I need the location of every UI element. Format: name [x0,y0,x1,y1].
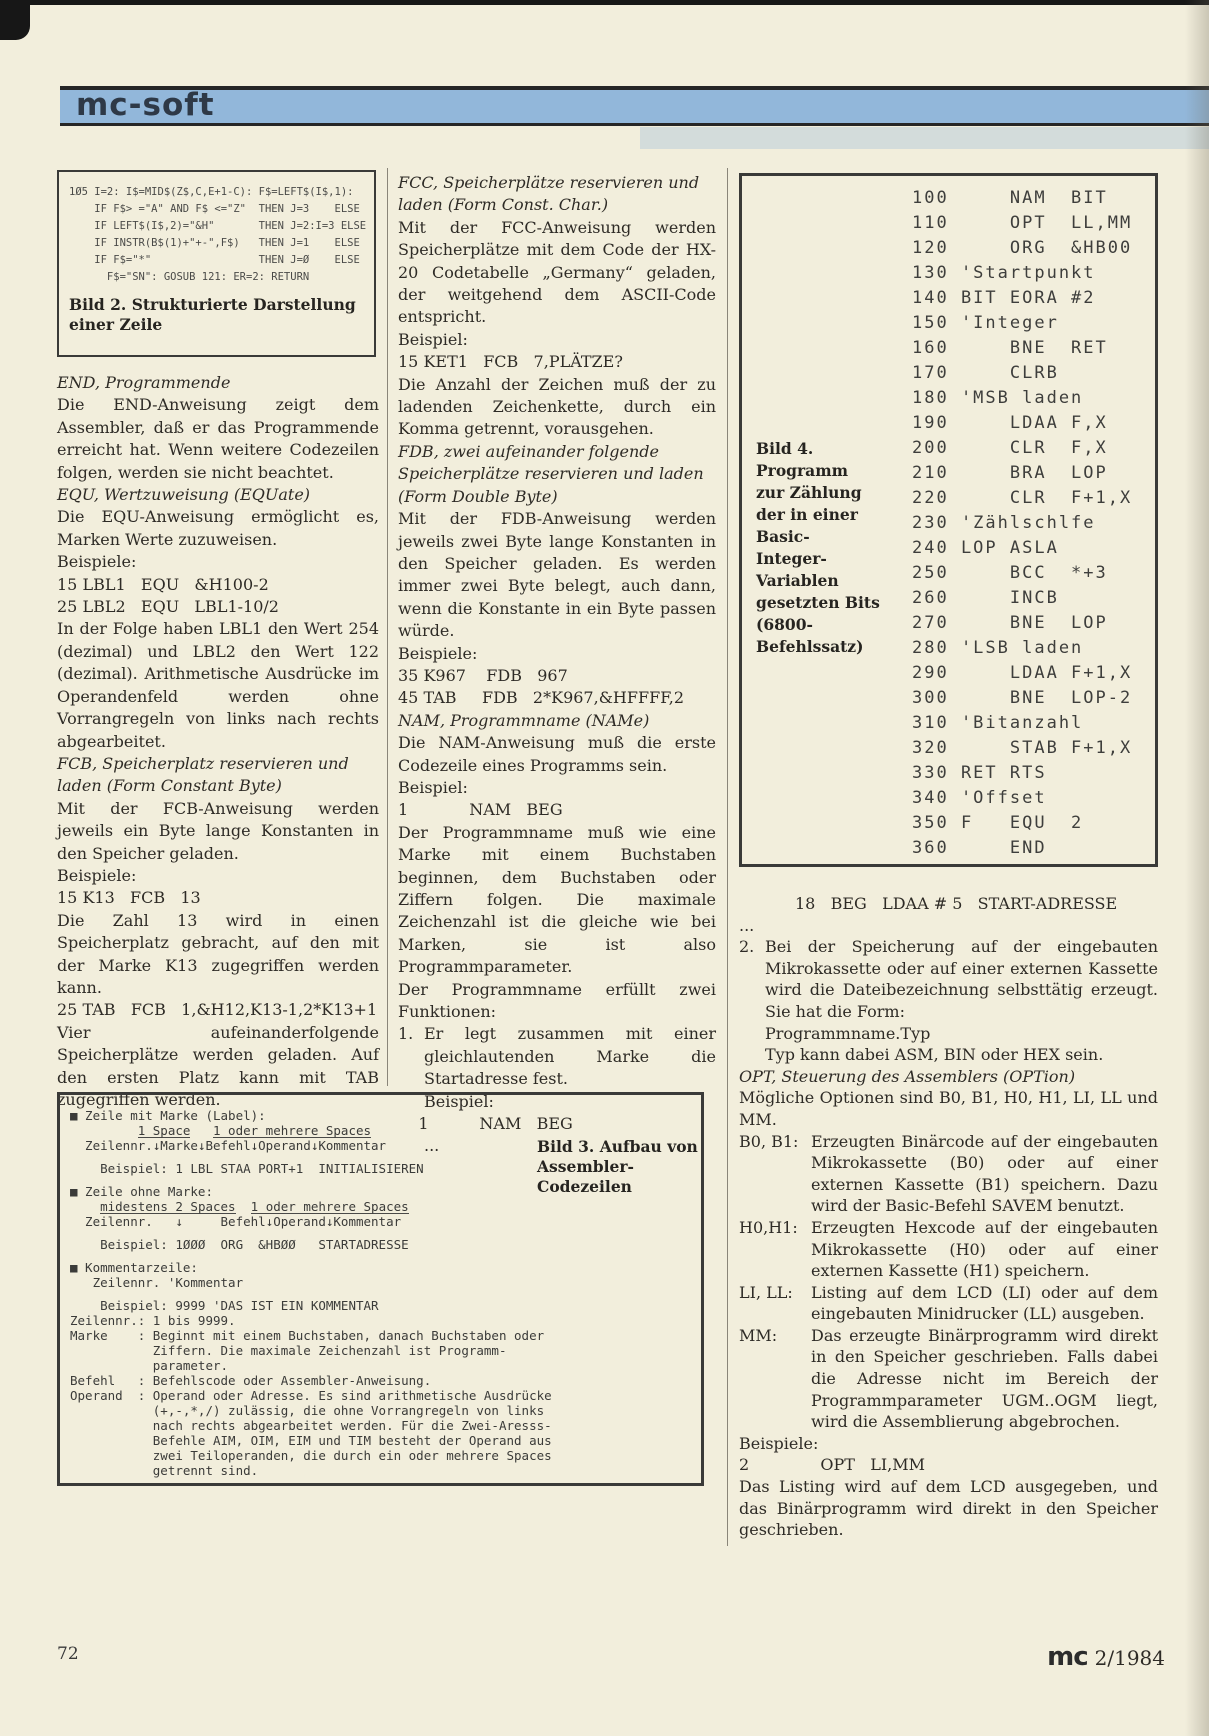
text-block: Beispiele: [57,865,137,885]
text-block: 2. Bei der Speicherung auf der eingebauten Mikrokassette oder auf einer externen Kassette wird die Dateibezeichnung selbsttätig erzeugt. Sie hat die Form: [739,937,1158,1021]
diagram-line: ■ Kommentarzeile: [70,1260,198,1275]
scan-edge-right [1185,0,1209,1736]
assembly-listing-line: 170 CLRB [912,363,1059,383]
assembly-listing-line: 290 LDAA F+1,X [912,663,1133,683]
text-block: 2 OPT LI,MM [739,1455,925,1475]
assembly-listing-line: 360 END [912,838,1047,858]
assembly-listing-line: 280 'LSB laden [912,638,1084,658]
diagram-line: midestens 2 Spaces 1 oder mehrere Spaces [100,1199,409,1214]
text-block: NAM, Programmname (NAMe) [398,710,650,730]
scan-edge-top [0,0,1209,5]
text-block: LI, LL: Listing auf dem LCD (LI) oder auf dem eingebauten Minidrucker (LL) ausgeben. [739,1282,1158,1324]
diagram-line: Ziffern. Die maximale Zeichenzahl ist Programm- [70,1343,507,1358]
assembly-listing-line: 350 F EQU 2 [912,813,1084,833]
diagram-line: Befehl : Befehlscode oder Assembler-Anweisung. [70,1373,432,1388]
assembly-listing-line: 340 'Offset [912,788,1047,808]
text-block: Mit der FCC-Anweisung werden Speicherplätze mit dem Code der HX-20 Codetabelle „Germany“ geladen, der weitgehend dem ASCII-Code entspricht. [398,217,716,327]
text-block: 15 K13 FCB 13 [57,888,201,908]
diagram-line: Befehle AIM, OIM, EIM und TIM besteht der Operand aus [70,1433,552,1448]
text-block: 25 TAB FCB 1,&H12,K13-1,2*K13+1 [57,1000,378,1020]
diagram-line: 1 Space 1 oder mehrere Spaces [137,1123,372,1138]
text-block: Beispiel: [398,777,468,797]
text-block: 35 K967 FDB 967 [398,665,568,685]
assembly-listing-line: 160 BNE RET [912,338,1108,358]
assembly-listing-line: 180 'MSB laden [912,388,1084,408]
text-block: Die Zahl 13 wird in einen Speicherplatz gebracht, auf den mit der Marke K13 zugegriffen werden kann. [57,910,379,997]
text-block: ... [424,1136,440,1156]
diagram-line: nach rechts abgearbeitet werden. Für die Zwei-Aresss- [70,1418,552,1433]
diagram-line: Zeilennr. 'Kommentar [70,1275,244,1290]
assembly-listing-line: 110 OPT LL,MM [912,213,1133,233]
figure4-listing [912,186,1132,861]
print-bleed-band [640,127,1209,149]
assembly-listing-line: 130 'Startpunkt [912,263,1096,283]
text-block: 45 TAB FDB 2*K967,&HFFFF,2 [398,688,685,708]
column-divider-left [387,168,388,1086]
assembly-listing-line: 260 INCB [912,588,1059,608]
assembly-listing-line: 330 RET RTS [912,763,1047,783]
assembly-listing-line: 230 'Zählschlfe [912,513,1096,533]
text-block: EQU, Wertzuweisung (EQUate) [57,485,311,505]
column-2 [398,172,716,1158]
assembly-listing-line: 320 STAB F+1,X [912,738,1133,758]
text-block: B0, B1: Erzeugten Binärcode auf der eingebauten Mikrokassette (B0) oder auf einer externen Kassette (B1) speichern. Dazu wird der Basic-Befehl SAVEM benutzt. [739,1131,1158,1216]
assembly-listing-line: 200 CLR F,X [912,438,1108,458]
diagram-line: Beispiel: 1 LBL STAA PORT+1 INITIALISIEREN [70,1161,424,1176]
text-block: H0,H1: Erzeugten Hexcode auf der eingebauten Mikrokassette (H0) oder auf einer externen Kassette (H1) speichern. [739,1217,1158,1281]
assembly-listing-line: 300 BNE LOP-2 [912,688,1133,708]
text-block: Programmname.Typ [765,1023,931,1043]
text-block: 25 LBL2 EQU LBL1-10/2 [57,597,279,617]
assembly-listing-line: 190 LDAA F,X [912,413,1108,433]
text-block: 18 BEG LDAA # 5 START-ADRESSE [795,894,1118,913]
basic-code-line: IF LEFT$(I$,2)="&H" THEN J=2:I=3 ELSE [69,220,367,232]
column-1 [57,372,379,1111]
text-block: Beispiel: [398,329,468,349]
diagram-line: Zeilennr. ↓ Befehl↓Operand↓Kommentar [70,1214,402,1229]
text-block: 1. Er legt zusammen mit einer gleichlautenden Marke die Startadresse fest. [398,1024,716,1089]
text-block: 15 KET1 FCB 7,PLÄTZE? [398,352,623,372]
text-block: Beispiel: [424,1091,494,1111]
text-block: 1 NAM BEG [398,1114,573,1134]
text-block: Das Listing wird auf dem LCD ausgegeben, und das Binärprogramm wird direkt in den Speicher geschrieben. [739,1477,1158,1540]
section-title: mc-soft [76,87,215,123]
assembly-listing-line: 100 NAM BIT [912,188,1108,208]
diagram-line: zwei Teiloperanden, die durch ein oder mehrere Spaces [70,1448,552,1463]
text-block: Die EQU-Anweisung ermöglicht es, Marken Werte zuzuweisen. [57,507,379,549]
text-block: Beispiele: [739,1433,819,1453]
figure2-code [69,184,366,286]
text-block: FDB, zwei aufeinander folgende Speicherplätze reservieren und laden (Form Double Byte) [398,441,704,506]
text-block: Mit der FDB-Anweisung werden jeweils zwei Byte lange Konstanten in den Speicher geladen. Es werden immer zwei Byte belegt, auch dann, wenn die Konstante in ein Byte passen würde. [398,509,716,641]
assembly-listing-line: 150 'Integer [912,313,1059,333]
text-block: Mit der FCB-Anweisung werden jeweils ein Byte lange Konstanten in den Speicher geladen. [57,798,379,863]
basic-code-line: IF F$> ="A" AND F$ <="Z" THEN J=3 ELSE [69,203,360,215]
figure2-box [57,170,376,357]
figure2-caption: Bild 2. Strukturierte Darstellung einer Zeile [69,295,356,334]
text-block: ... [739,915,755,935]
text-block: 1 NAM BEG [398,800,563,820]
mc-logo: mc [1047,1642,1088,1672]
page-number: 72 [57,1644,79,1664]
text-block: FCC, Speicherplätze reservieren und laden (Form Const. Char.) [398,173,700,215]
basic-code-line: 1Ø5 I=2: I$=MID$(Z$,C,E+1-C): F$=LEFT$(I$,1): [69,186,354,198]
text-block: Beispiele: [398,643,478,663]
text-block: 15 LBL1 EQU &H100-2 [57,574,269,594]
diagram-line: ■ Zeile ohne Marke: [70,1184,213,1199]
assembly-listing-line: 310 'Bitanzahl [912,713,1084,733]
text-block: Der Programmname erfüllt zwei Funktionen: [398,979,716,1022]
basic-code-line: IF F$="*" THEN J=Ø ELSE [69,254,360,266]
diagram-line: ■ Zeile mit Marke (Label): [70,1108,266,1123]
diagram-line: Marke : Beginnt mit einem Buchstaben, danach Buchstaben oder [70,1328,545,1343]
basic-code-line: F$="SN": GOSUB 121: ER=2: RETURN [69,271,310,283]
basic-code-line: IF INSTR(B$(1)+"+-",F$) THEN J=1 ELSE [69,237,360,249]
text-block: Die END-Anweisung zeigt dem Assembler, daß er das Programmende erreicht hat. Wenn weitere Codezeilen folgen, werden sie nicht beachtet. [57,395,379,482]
text-block: MM: Das erzeugte Binärprogramm wird direkt in den Speicher geschrieben. Falls dabei die Adresse nicht im Bereich der Programmparameter UGM..OGM liegt, wird die Assemblierung abgebrochen. [739,1325,1158,1432]
issue-label: 2/1984 [1094,1646,1165,1670]
assembly-listing-line: 140 BIT EORA #2 [912,288,1096,308]
figure3-box [57,1092,704,1486]
text-block: Vier aufeinanderfolgende Speicherplätze werden geladen. Auf den ersten Platz kann mit TAB zugegriffen werden. [57,1022,379,1109]
text-block: Die NAM-Anweisung muß die erste Codezeile eines Programms sein. [398,733,716,775]
diagram-line: Beispiel: 9999 'DAS IST EIN KOMMENTAR [70,1298,379,1313]
diagram-line: parameter. [70,1358,229,1373]
text-block: OPT, Steuerung des Assemblers (OPTion) [739,1066,1076,1086]
assembly-listing-line: 240 LOP ASLA [912,538,1059,558]
section-header-band [60,86,1209,126]
diagram-line: Beispiel: 1ØØØ ORG &HBØØ STARTADRESSE [70,1237,409,1252]
footer-brand [980,1642,1165,1672]
text-block: END, Programmende [57,373,231,392]
assembly-listing-line: 250 BCC *+3 [912,563,1108,583]
diagram-line: (+,-,*,/) zulässig, die ohne Vorrangregeln von links [70,1403,545,1418]
diagram-line: Operand : Operand oder Adresse. Es sind arithmetische Ausdrücke [70,1388,552,1403]
diagram-line: getrennt sind. [70,1463,259,1478]
diagram-line: Zeilennr.↓Marke↓Befehl↓Operand↓Kommentar [70,1138,387,1153]
figure3-caption: Bild 3. Aufbau von Assembler-Codezeilen [537,1137,698,1196]
figure4-box [739,173,1158,867]
text-block: Typ kann dabei ASM, BIN oder HEX sein. [765,1045,1104,1065]
text-block: FCB, Speicherplatz reservieren und laden (Form Constant Byte) [57,753,349,796]
assembly-listing-line: 270 BNE LOP [912,613,1108,633]
figure4-caption: Bild 4. Programm zur Zählung der in einer Basic-Integer-Variablen gesetzten Bits (6800-Befehlssatz) [756,439,880,656]
diagram-line: Zeilennr.: 1 bis 9999. [70,1313,236,1328]
scan-corner-mark [0,0,30,40]
column-divider-right [727,168,728,1546]
assembly-listing-line: 120 ORG &HB00 [912,238,1133,258]
column-3 [739,893,1158,1541]
text-block: Die Anzahl der Zeichen muß der zu ladenden Zeichenkette, durch ein Komma getrennt, vorausgehen. [398,374,716,439]
assembly-listing-line: 220 CLR F+1,X [912,488,1133,508]
text-block: Der Programmname muß wie eine Marke mit einem Buchstaben beginnen, dem Buchstaben oder Ziffern folgen. Die maximale Zeichenzahl ist die gleiche wie bei Marken, sie ist also Programmparameter. [398,822,716,977]
assembly-listing-line: 210 BRA LOP [912,463,1108,483]
text-block: Mögliche Optionen sind B0, B1, H0, H1, LI, LL und MM. [739,1088,1158,1129]
text-block: In der Folge haben LBL1 den Wert 254 (dezimal) und LBL2 den Wert 122 (dezimal). Arithmetische Ausdrücke im Operandenfeld werden ohne Vorrangregeln von links nach rechts abgearbeitet. [57,619,379,751]
text-block: Beispiele: [57,552,137,572]
